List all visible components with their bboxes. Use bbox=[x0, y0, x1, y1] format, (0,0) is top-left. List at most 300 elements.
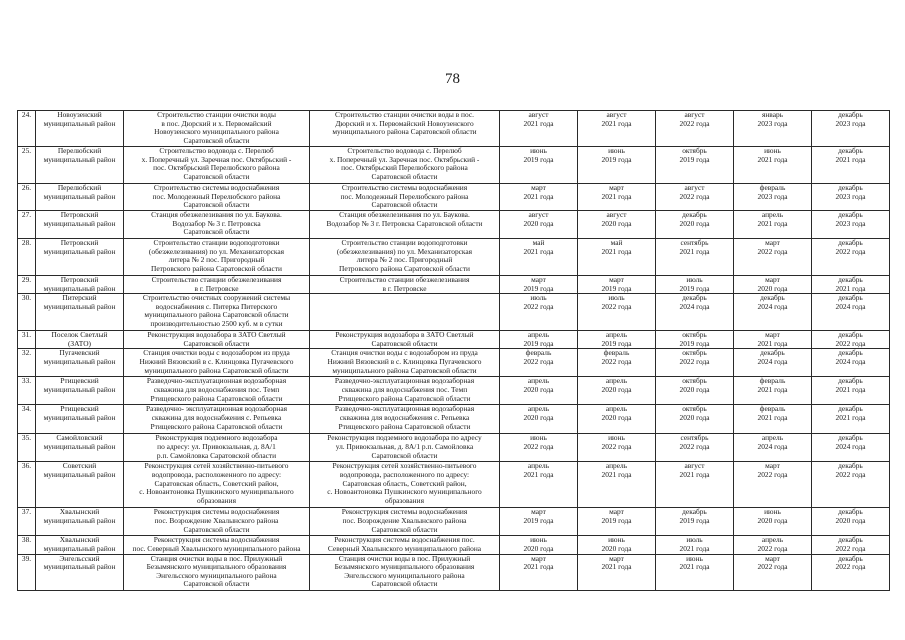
date-cell-line: 2019 года bbox=[601, 283, 632, 293]
table-row bbox=[18, 536, 890, 554]
project-name-cell-line: пос. Молодежный Перелюбского района bbox=[152, 191, 281, 201]
object-description-cell-line: Саратовской области bbox=[371, 579, 438, 589]
date-cell bbox=[578, 434, 656, 462]
date-cell bbox=[656, 536, 734, 554]
municipality-cell bbox=[36, 377, 124, 405]
project-name-cell-line: (обезжелезивания) по ул. Механизаторская bbox=[148, 246, 285, 256]
date-cell-line: апрель bbox=[527, 330, 550, 340]
page-number: 78 bbox=[445, 71, 460, 87]
date-cell-line: август bbox=[606, 210, 627, 219]
date-cell-line: июнь bbox=[764, 146, 781, 155]
date-cell bbox=[812, 147, 890, 184]
date-cell-line: 2021 года bbox=[835, 154, 866, 164]
municipality-cell-line: муниципальный район bbox=[43, 515, 116, 525]
table-row bbox=[18, 349, 890, 377]
date-cell bbox=[734, 184, 812, 211]
date-cell bbox=[578, 554, 656, 590]
date-cell-line: декабрь bbox=[838, 554, 863, 563]
table-row bbox=[18, 239, 890, 276]
date-cell-line: 2022 года bbox=[523, 301, 554, 311]
date-cell-line: август bbox=[684, 461, 705, 471]
object-description-cell-line: Нижний Вязовский в с. Клинцовка Пугачевского bbox=[327, 356, 482, 366]
date-cell bbox=[656, 349, 734, 377]
municipality-cell-line: Ртищевский bbox=[60, 404, 99, 414]
object-description-cell-line: пос. Октябрьский Перелюбского района bbox=[341, 163, 468, 173]
date-cell-line: август bbox=[606, 110, 627, 119]
object-description-cell-line: водопровода, расположенного по адресу: bbox=[339, 469, 470, 479]
municipality-cell bbox=[36, 331, 124, 349]
municipality-cell bbox=[36, 405, 124, 434]
date-cell-line: декабрь bbox=[838, 404, 863, 414]
date-cell-line: 2021 года bbox=[757, 218, 788, 228]
date-cell bbox=[812, 434, 890, 462]
date-cell bbox=[656, 554, 734, 590]
date-cell bbox=[812, 462, 890, 508]
project-name-cell-line: Строительство станции очистки воды bbox=[157, 110, 276, 119]
object-description-cell bbox=[310, 405, 500, 434]
date-cell-line: февраль bbox=[603, 348, 630, 358]
date-cell-line: март bbox=[765, 461, 780, 471]
municipality-cell-line: Питерский bbox=[62, 293, 97, 303]
municipality-cell bbox=[36, 349, 124, 377]
municipality-cell bbox=[36, 536, 124, 554]
date-cell-line: декабрь bbox=[838, 507, 863, 517]
project-name-cell bbox=[124, 349, 310, 377]
municipality-cell-line: муниципальный район bbox=[43, 283, 116, 293]
municipality-cell bbox=[36, 147, 124, 184]
date-cell-line: июнь bbox=[608, 433, 625, 443]
project-name-cell-line: пос. Северный Хвалынского муниципального района bbox=[132, 543, 301, 553]
date-cell bbox=[500, 434, 578, 462]
date-cell-line: декабрь bbox=[838, 146, 863, 155]
date-cell-line: декабрь bbox=[682, 210, 707, 219]
project-name-cell-line: Энгельсского муниципального района bbox=[156, 570, 277, 580]
date-cell-line: 2020 года bbox=[679, 384, 710, 394]
project-name-cell bbox=[124, 405, 310, 434]
object-description-cell bbox=[310, 294, 500, 331]
municipality-cell-line: муниципальный район bbox=[43, 118, 116, 128]
date-cell bbox=[734, 554, 812, 590]
row-number: 39. bbox=[18, 554, 36, 590]
project-name-cell-line: скважина для водоснабжения с. Репьевка bbox=[151, 412, 282, 422]
object-description-cell bbox=[310, 349, 500, 377]
date-cell bbox=[812, 211, 890, 239]
date-cell-line: 2019 года bbox=[679, 283, 710, 293]
date-cell-line: апрель bbox=[605, 330, 628, 340]
date-cell-line: декабрь bbox=[838, 183, 863, 192]
date-cell bbox=[500, 331, 578, 349]
municipality-cell bbox=[36, 508, 124, 536]
object-description-cell-line: Реконструкция системы водоснабжения bbox=[341, 507, 468, 517]
date-cell bbox=[578, 147, 656, 184]
date-cell-line: 2021 года bbox=[679, 469, 710, 479]
date-cell-line: 2023 года bbox=[835, 118, 866, 128]
date-cell-line: февраль bbox=[759, 183, 786, 192]
date-cell-line: октябрь bbox=[682, 330, 707, 340]
date-cell-line: январь bbox=[761, 110, 784, 119]
date-cell-line: 2021 года bbox=[835, 283, 866, 293]
date-cell bbox=[656, 377, 734, 405]
municipality-cell-line: Советский bbox=[62, 461, 97, 471]
date-cell-line: 2022 года bbox=[835, 338, 866, 348]
municipality-cell-line: Пугачевский bbox=[59, 348, 100, 358]
object-description-cell bbox=[310, 536, 500, 554]
date-cell-line: май bbox=[532, 238, 545, 247]
date-cell bbox=[734, 536, 812, 554]
date-cell bbox=[734, 111, 812, 147]
date-cell bbox=[578, 405, 656, 434]
date-cell-line: апрель bbox=[605, 461, 628, 471]
date-cell-line: 2020 года bbox=[679, 218, 710, 228]
date-cell-line: март bbox=[765, 554, 780, 563]
object-description-cell bbox=[310, 239, 500, 276]
row-number: 34. bbox=[18, 405, 36, 434]
date-cell-line: 2021 года bbox=[523, 118, 554, 128]
date-cell-line: апрель bbox=[761, 210, 784, 219]
project-name-cell-line: Ртищевского района Саратовской области bbox=[150, 393, 283, 403]
date-cell-line: 2019 года bbox=[523, 283, 554, 293]
object-description-cell-line: Петровского района Саратовской области bbox=[338, 263, 471, 273]
date-cell-line: 2021 года bbox=[679, 562, 710, 572]
date-cell-line: 2021 года bbox=[757, 154, 788, 164]
date-cell bbox=[812, 554, 890, 590]
date-cell-line: 2022 года bbox=[679, 191, 710, 201]
date-cell-line: 2021 года bbox=[757, 338, 788, 348]
project-name-cell bbox=[124, 147, 310, 184]
row-number: 25. bbox=[18, 147, 36, 184]
object-description-cell-line: Разведочно-эксплуатационная водозаборная bbox=[334, 376, 475, 386]
row-number: 36. bbox=[18, 462, 36, 508]
date-cell bbox=[500, 377, 578, 405]
date-cell bbox=[812, 276, 890, 294]
municipality-cell-line: муниципальный район bbox=[43, 246, 116, 256]
date-cell-line: 2022 года bbox=[679, 356, 710, 366]
project-name-cell-line: Саратовской области bbox=[183, 227, 250, 237]
object-description-cell-line: Реконструкция системы водоснабжения пос. bbox=[334, 535, 475, 545]
object-description-cell-line: ул. Привокзальная, д. 8А/1 р.п. Самойловка bbox=[335, 441, 474, 451]
project-name-cell bbox=[124, 111, 310, 147]
date-cell-line: 2020 года bbox=[523, 384, 554, 394]
date-cell-line: декабрь bbox=[838, 110, 863, 119]
project-name-cell-line: Саратовская область, Советский район, bbox=[154, 478, 279, 488]
project-name-cell-line: Реконструкция системы водоснабжения bbox=[153, 507, 280, 517]
project-name-cell bbox=[124, 434, 310, 462]
date-cell-line: 2019 года bbox=[601, 515, 632, 525]
date-cell-line: 2022 года bbox=[523, 356, 554, 366]
date-cell bbox=[734, 147, 812, 184]
municipality-cell-line: муниципальный район bbox=[43, 441, 116, 451]
object-description-cell-line: Саратовская область, Советский район, bbox=[342, 478, 467, 488]
date-cell-line: июнь bbox=[608, 146, 625, 155]
date-cell-line: март bbox=[765, 275, 780, 284]
date-cell bbox=[578, 111, 656, 147]
table-row bbox=[18, 276, 890, 294]
date-cell-line: декабрь bbox=[838, 275, 863, 284]
object-description-cell-line: Станция очистки воды с водозабором из пруда bbox=[331, 348, 478, 358]
date-cell bbox=[578, 276, 656, 294]
date-cell-line: март bbox=[609, 507, 624, 517]
municipality-cell bbox=[36, 294, 124, 331]
date-cell-line: август bbox=[684, 110, 705, 119]
date-cell bbox=[812, 184, 890, 211]
date-cell bbox=[812, 508, 890, 536]
object-description-cell-line: х. Поперечный ул. Заречная пос. Октябрьский - bbox=[329, 154, 480, 164]
date-cell bbox=[812, 536, 890, 554]
object-description-cell-line: Саратовской области bbox=[371, 338, 438, 348]
date-cell bbox=[656, 462, 734, 508]
date-cell bbox=[656, 331, 734, 349]
date-cell bbox=[656, 111, 734, 147]
object-description-cell-line: образования bbox=[385, 495, 424, 505]
date-cell-line: 2019 года bbox=[601, 338, 632, 348]
date-cell-line: декабрь bbox=[838, 376, 863, 386]
project-name-cell-line: Реконструкция подземного водозабора bbox=[155, 433, 278, 443]
date-cell bbox=[812, 349, 890, 377]
date-cell-line: декабрь bbox=[838, 210, 863, 219]
date-cell bbox=[500, 536, 578, 554]
date-cell bbox=[500, 239, 578, 276]
date-cell-line: 2022 года bbox=[835, 543, 866, 553]
date-cell bbox=[812, 405, 890, 434]
date-cell-line: июль bbox=[686, 275, 703, 284]
date-cell bbox=[578, 211, 656, 239]
date-cell-line: 2022 года bbox=[601, 301, 632, 311]
object-description-cell-line: скважина для водоснабжения с. Репьевка bbox=[339, 412, 470, 422]
date-cell-line: декабрь bbox=[682, 293, 707, 303]
date-cell-line: июнь bbox=[686, 554, 703, 563]
project-name-cell-line: Саратовской области bbox=[183, 171, 250, 181]
date-cell bbox=[734, 508, 812, 536]
project-name-cell bbox=[124, 462, 310, 508]
project-name-cell-line: Разведочно-эксплуатационная водозаборная bbox=[146, 376, 287, 386]
object-description-cell bbox=[310, 147, 500, 184]
date-cell-line: 2019 года bbox=[601, 154, 632, 164]
object-description-cell-line: Строительство водовода с. Перелюб bbox=[347, 146, 462, 155]
project-name-cell bbox=[124, 239, 310, 276]
object-description-cell-line: (обезжелезивания) по ул. Механизаторская bbox=[336, 246, 473, 256]
project-name-cell-line: Водозабор № 3 г. Петровска bbox=[172, 218, 261, 228]
project-name-cell bbox=[124, 554, 310, 590]
date-cell bbox=[734, 276, 812, 294]
object-description-cell bbox=[310, 508, 500, 536]
date-cell bbox=[500, 211, 578, 239]
municipality-cell bbox=[36, 211, 124, 239]
object-description-cell-line: Станция очистки воды в пос. Прилужный bbox=[338, 554, 471, 563]
date-cell-line: 2021 года bbox=[601, 246, 632, 256]
date-cell bbox=[500, 184, 578, 211]
date-cell bbox=[578, 184, 656, 211]
date-cell-line: 2022 года bbox=[679, 118, 710, 128]
date-cell-line: апрель bbox=[605, 404, 628, 414]
date-cell-line: 2019 года bbox=[523, 515, 554, 525]
date-cell bbox=[578, 294, 656, 331]
date-cell bbox=[656, 294, 734, 331]
table-body bbox=[18, 111, 890, 591]
object-description-cell-line: с. Новоантоновка Пушкинского муниципального bbox=[327, 487, 482, 497]
project-name-cell-line: муниципального района Саратовской области bbox=[144, 365, 289, 375]
project-name-cell-line: Строительство очистных сооружений системы bbox=[142, 293, 291, 303]
date-cell-line: март bbox=[531, 554, 546, 563]
date-cell-line: март bbox=[531, 183, 546, 192]
date-cell-line: 2021 года bbox=[757, 384, 788, 394]
date-cell-line: август bbox=[684, 183, 705, 192]
date-cell-line: 2024 года bbox=[679, 301, 710, 311]
municipality-cell bbox=[36, 184, 124, 211]
row-number: 37. bbox=[18, 508, 36, 536]
object-description-cell-line: Ртищевского района Саратовской области bbox=[338, 421, 471, 431]
project-name-cell-line: в г. Петровске bbox=[194, 283, 239, 293]
municipality-cell-line: муниципальный район bbox=[43, 412, 116, 422]
date-cell-line: апрель bbox=[761, 535, 784, 545]
date-cell bbox=[578, 508, 656, 536]
project-name-cell-line: Безымянского муниципального образования bbox=[146, 562, 287, 572]
date-cell bbox=[500, 111, 578, 147]
date-cell-line: февраль bbox=[759, 376, 786, 386]
municipality-cell bbox=[36, 554, 124, 590]
date-cell-line: апрель bbox=[527, 376, 550, 386]
row-number: 30. bbox=[18, 294, 36, 331]
municipality-cell bbox=[36, 276, 124, 294]
date-cell-line: март bbox=[531, 275, 546, 284]
date-cell bbox=[578, 536, 656, 554]
object-description-cell-line: Реконструкция подземного водозабора по адресу bbox=[327, 433, 482, 443]
municipality-cell bbox=[36, 111, 124, 147]
row-number: 28. bbox=[18, 239, 36, 276]
object-description-cell-line: в г. Петровске bbox=[382, 283, 427, 293]
project-name-cell-line: Саратовской области bbox=[183, 524, 250, 534]
municipality-cell-line: муниципальный район bbox=[43, 384, 116, 394]
date-cell-line: 2021 года bbox=[601, 469, 632, 479]
project-name-cell-line: х. Поперечный ул. Заречная пос. Октябрьский - bbox=[141, 154, 292, 164]
date-cell-line: 2023 года bbox=[835, 191, 866, 201]
date-cell-line: 2020 года bbox=[601, 412, 632, 422]
date-cell-line: декабрь bbox=[682, 507, 707, 517]
date-cell-line: июль bbox=[686, 535, 703, 545]
date-cell-line: 2020 года bbox=[601, 218, 632, 228]
object-description-cell-line: Водозабор № 3 г. Петровска Саратовской области bbox=[326, 218, 483, 228]
date-cell bbox=[578, 239, 656, 276]
date-cell bbox=[578, 331, 656, 349]
object-description-cell bbox=[310, 554, 500, 590]
project-name-cell-line: Новоузенского муниципального района bbox=[154, 127, 279, 137]
date-cell-line: 2019 года bbox=[523, 338, 554, 348]
municipality-cell-line: муниципальный район bbox=[43, 301, 116, 311]
row-number: 38. bbox=[18, 536, 36, 554]
municipality-cell-line: Петровский bbox=[60, 238, 99, 247]
project-name-cell-line: пос. Октябрьский Перелюбского района bbox=[153, 163, 280, 173]
table-row bbox=[18, 434, 890, 462]
date-cell-line: 2020 года bbox=[601, 384, 632, 394]
object-description-cell-line: Реконструкция водозабора в ЗАТО Светлый bbox=[335, 330, 474, 340]
table-row bbox=[18, 377, 890, 405]
date-cell-line: 2024 года bbox=[757, 301, 788, 311]
object-description-cell-line: литера № 2 пос. Пригородный bbox=[356, 255, 453, 265]
municipality-cell-line: Новоузенский bbox=[57, 110, 102, 119]
date-cell-line: декабрь bbox=[838, 293, 863, 303]
project-name-cell bbox=[124, 211, 310, 239]
date-cell-line: декабрь bbox=[838, 238, 863, 247]
date-cell bbox=[656, 434, 734, 462]
row-number: 26. bbox=[18, 184, 36, 211]
municipality-cell-line: Хвалынский bbox=[59, 507, 100, 517]
municipality-cell-line: Перелюбский bbox=[57, 146, 102, 155]
project-name-cell-line: Реконструкция системы водоснабжения bbox=[153, 535, 280, 545]
project-name-cell-line: литера № 2 пос. Пригородный bbox=[168, 255, 265, 265]
object-description-cell bbox=[310, 211, 500, 239]
project-name-cell-line: водопровода, расположенного по адресу: bbox=[151, 469, 282, 479]
row-number: 31. bbox=[18, 331, 36, 349]
project-name-cell-line: Разведочно- эксплуатационная водозаборная bbox=[145, 404, 288, 414]
date-cell bbox=[500, 554, 578, 590]
project-name-cell-line: Саратовской области bbox=[183, 338, 250, 348]
object-description-cell-line: муниципального района Саратовской области bbox=[332, 127, 477, 137]
project-name-cell bbox=[124, 294, 310, 331]
date-cell-line: 2023 года bbox=[757, 118, 788, 128]
date-cell-line: 2021 года bbox=[601, 118, 632, 128]
date-cell-line: апрель bbox=[527, 461, 550, 471]
date-cell-line: 2020 года bbox=[601, 543, 632, 553]
date-cell-line: 2021 года bbox=[523, 191, 554, 201]
municipality-cell-line: (ЗАТО) bbox=[67, 338, 92, 348]
table-row bbox=[18, 147, 890, 184]
date-cell bbox=[812, 294, 890, 331]
date-cell-line: 2023 года bbox=[757, 191, 788, 201]
date-cell-line: 2022 года bbox=[757, 562, 788, 572]
project-name-cell-line: муниципального района Саратовской области bbox=[144, 310, 289, 320]
date-cell-line: 2019 года bbox=[523, 154, 554, 164]
date-cell bbox=[656, 276, 734, 294]
date-cell-line: 2022 года bbox=[601, 441, 632, 451]
project-name-cell-line: Станция очистки воды в пос. Прилужный bbox=[150, 554, 283, 563]
date-cell-line: июль bbox=[530, 293, 547, 303]
date-cell-line: 2021 года bbox=[835, 384, 866, 394]
date-cell-line: август bbox=[528, 110, 549, 119]
municipality-cell-line: муниципальный район bbox=[43, 543, 116, 553]
construction-schedule-table bbox=[17, 110, 890, 591]
date-cell bbox=[500, 405, 578, 434]
date-cell bbox=[578, 349, 656, 377]
project-name-cell-line: производительностью 2500 куб. м в сутки bbox=[150, 318, 283, 328]
date-cell bbox=[578, 377, 656, 405]
date-cell bbox=[500, 276, 578, 294]
date-cell-line: апрель bbox=[605, 376, 628, 386]
row-number: 29. bbox=[18, 276, 36, 294]
date-cell-line: 2020 года bbox=[757, 283, 788, 293]
date-cell-line: 2022 года bbox=[835, 469, 866, 479]
date-cell-line: 2020 года bbox=[523, 543, 554, 553]
object-description-cell-line: Строительство станции очистки воды в пос. bbox=[335, 110, 474, 119]
date-cell-line: декабрь bbox=[838, 330, 863, 340]
table-row bbox=[18, 184, 890, 211]
date-cell-line: 2019 года bbox=[679, 338, 710, 348]
date-cell-line: 2020 года bbox=[523, 218, 554, 228]
row-number: 33. bbox=[18, 377, 36, 405]
project-name-cell-line: Строительство системы водоснабжения bbox=[153, 183, 280, 192]
date-cell bbox=[656, 239, 734, 276]
date-cell-line: март bbox=[609, 554, 624, 563]
object-description-cell-line: Энгельсского муниципального района bbox=[344, 570, 465, 580]
date-cell-line: декабрь bbox=[838, 433, 863, 443]
date-cell-line: 2019 года bbox=[679, 154, 710, 164]
date-cell bbox=[734, 405, 812, 434]
object-description-cell-line: пос. Возрождение Хвалынского района bbox=[342, 515, 467, 525]
project-name-cell-line: с. Новоантоновка Пушкинского муниципального bbox=[139, 487, 294, 497]
date-cell bbox=[656, 147, 734, 184]
object-description-cell-line: Саратовской области bbox=[371, 171, 438, 181]
object-description-cell bbox=[310, 462, 500, 508]
date-cell-line: 2021 года bbox=[523, 246, 554, 256]
date-cell-line: апрель bbox=[527, 404, 550, 414]
